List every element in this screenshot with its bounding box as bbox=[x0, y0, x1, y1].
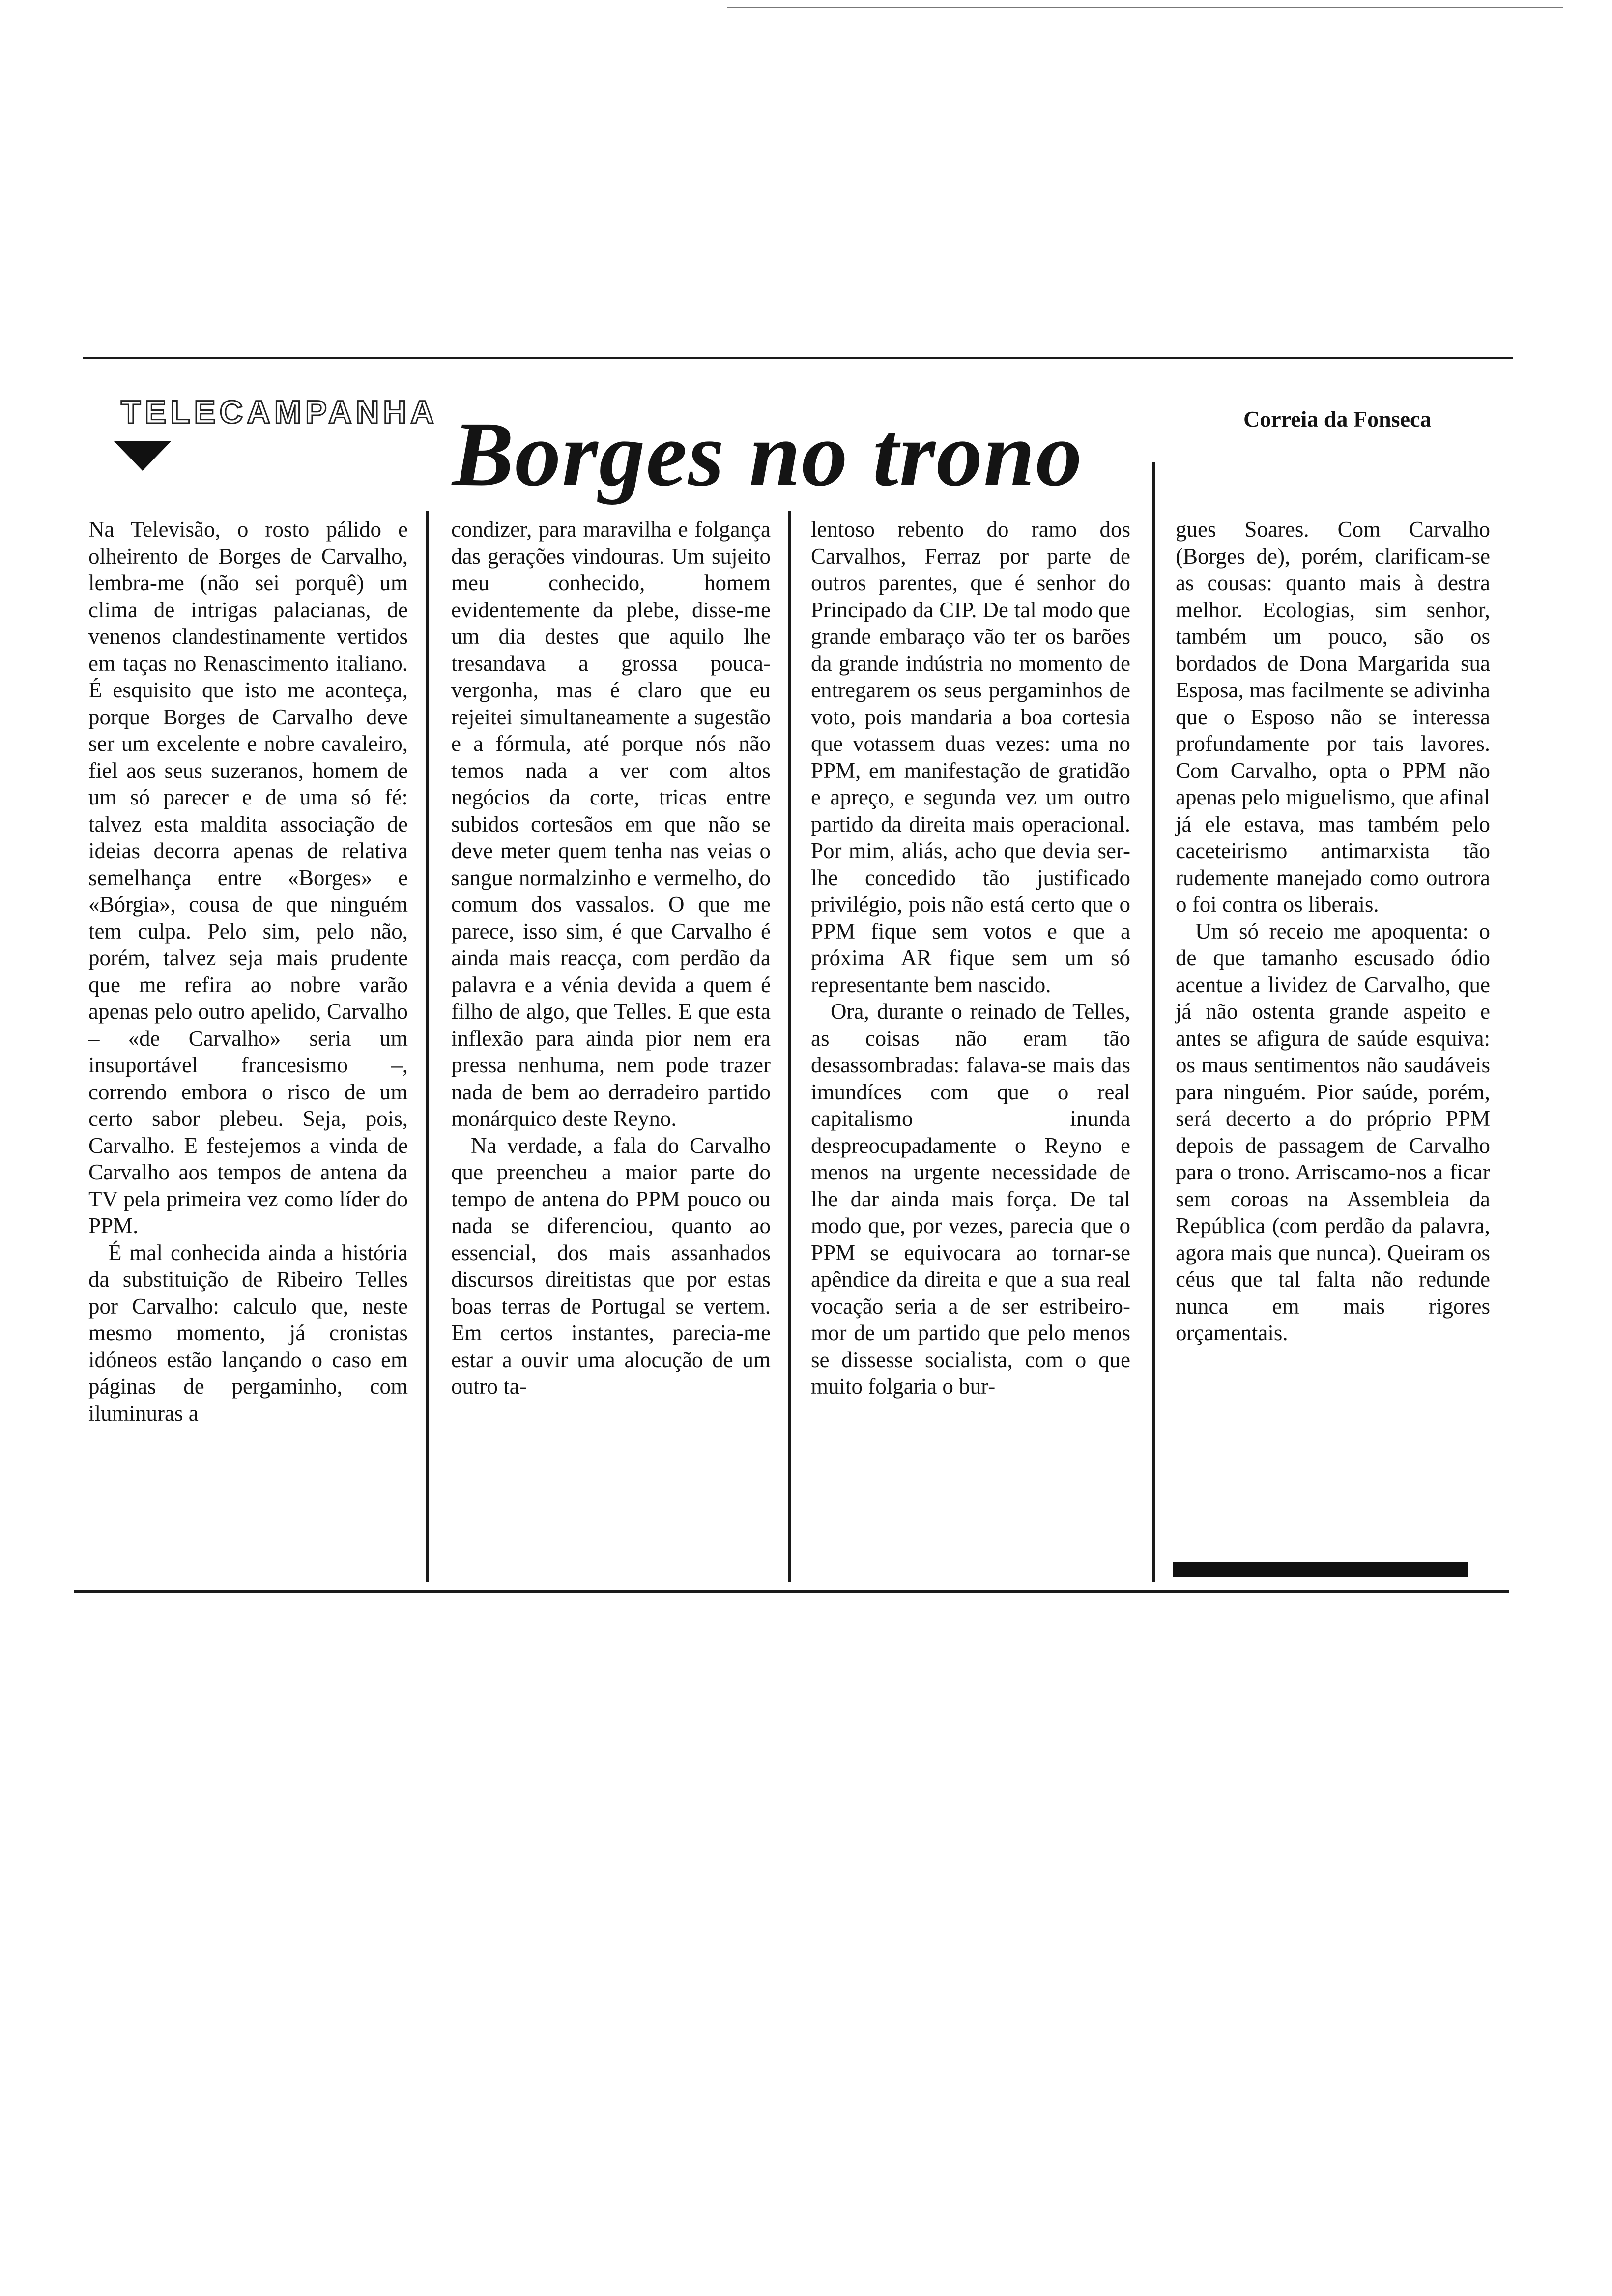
column-divider bbox=[788, 511, 791, 1582]
article-column-3 bbox=[811, 516, 1130, 1400]
bottom-rule bbox=[74, 1590, 1509, 1593]
article-column-1 bbox=[88, 516, 408, 1427]
top-rule bbox=[83, 357, 1513, 359]
paragraph: condizer, para maravilha e folgança das gerações vindouras. Um sujeito meu conhecido, homem evidentemente da plebe, disse-me um dia destes que aquilo lhe tresandava a grossa pouca-vergonha, mas é claro que eu rejeitei simultaneamente a sugestão e a fórmula, até porque nós não temos nada a ver com altos negócios da corte, tricas entre subidos cortesãos em que não se deve meter quem tenha nas veias o sangue normalzinho e vermelho, do comum dos vassalos. O que me parece, isso sim, é que Carvalho é ainda mais reacça, com perdão da palavra e a vénia devida a quem é filho de algo, que Telles. E que esta inflexão para ainda pior nem era pressa nenhuma, nem pode trazer nada de bem ao derradeiro partido monárquico deste Reyno. bbox=[451, 517, 771, 1131]
paragraph: Ora, durante o reinado de Telles, as coisas não eram tão desassombradas: falava-se mais das imundíces com que o real capitalismo inunda despreocupadamente o Reyno e menos na urgente necessidade de lhe dar ainda mais força. De tal modo que, por vezes, parecia que o PPM se equivocara ao tornar-se apêndice da direita e que a sua real vocação seria a de ser estribeiro-mor de um partido que pelo menos se dissesse socialista, com o que muito folgaria o bur- bbox=[811, 999, 1130, 1399]
article-column-4 bbox=[1176, 516, 1490, 1347]
paragraph: gues Soares. Com Carvalho (Borges de), porém, clarificam-se as cousas: quanto mais à destra melhor. Ecologias, sim senhor, também um pouco, são os bordados de Dona Margarida sua Esposa, mas facilmente se adivinha que o Esposo não se interessa profundamente por tais lavores. Com Carvalho, opta o PPM não apenas pelo miguelismo, que afinal já ele estava, mas também pelo caceteirismo antimarxista tão rudemente manejado como outrora o foi contra os liberais. bbox=[1176, 517, 1490, 917]
paragraph: Na Televisão, o rosto pálido e olheirento de Borges de Carvalho, lembra-me (não sei porquê) um clima de intrigas palacianas, de venenos clandestinamente vertidos em taças no Renascimento italiano. É esquisito que isto me aconteça, porque Borges de Carvalho deve ser um excelente e nobre cavaleiro, fiel aos seus suzeranos, homem de um só parecer e de uma só fé: talvez esta maldita associação de ideias decorra apenas de relativa semelhança entre «Borges» e «Bórgia», cousa de que ninguém tem culpa. Pelo sim, pelo não, porém, talvez seja mais prudente que me refira ao nobre varão apenas pelo outro apelido, Carvalho – «de Carvalho» seria um insuportável francesismo –, correndo embora o risco de um certo sabor plebeu. Seja, pois, Carvalho. E festejemos a vinda de Carvalho aos tempos de antena da TV pela primeira vez como líder do PPM. bbox=[88, 517, 408, 1238]
paragraph: É mal conhecida ainda a história da substituição de Ribeiro Telles por Carvalho: calculo que, neste mesmo momento, já cronistas idóneos estão lançando o caso em páginas de pergaminho, com iluminuras a bbox=[88, 1240, 408, 1426]
column-divider bbox=[426, 511, 429, 1582]
paragraph: Na verdade, a fala do Carvalho que preencheu a maior parte do tempo de antena do PPM pouco ou nada se diferenciou, quanto ao essencial, dos mais assanhados discursos direitistas que por estas boas terras de Portugal se vertem. Em certos instantes, parecia-me estar a ouvir uma alocução de um outro ta- bbox=[451, 1133, 771, 1399]
paragraph: Um só receio me apoquenta: o de que tamanho escusado ódio acentue a lividez de Carvalho, que já não ostenta grande aspeito e antes se afigura de saúde esquiva: os maus sentimentos não saudáveis para ninguém. Pior saúde, porém, será decerto a do próprio PPM depois de passagem de Carvalho para o trono. Arriscamo-nos a ficar sem coroas na Assembleia da República (com perdão da palavra, agora mais que nunca). Queiram os céus que tal falta não redunde nunca em mais rigores orçamentais. bbox=[1176, 918, 1490, 1345]
column-divider bbox=[1152, 462, 1155, 1582]
headline: Borges no trono bbox=[452, 402, 1083, 505]
section-label: TELECAMPANHA bbox=[121, 394, 438, 430]
article-column-2 bbox=[451, 516, 771, 1400]
corner-mark bbox=[727, 7, 1563, 8]
author-byline: Correia da Fonseca bbox=[1243, 406, 1432, 431]
paragraph: lentoso rebento do ramo dos Carvalhos, Ferraz por parte de outros parentes, que é senhor do Principado da CIP. De tal modo que grande embaraço vão ter os barões da grande indústria no momento de entregarem os seus pergaminhos de voto, pois mandaria a boa cortesia que votassem duas vezes: uma no PPM, em manifestação de gratidão e apreço, e segunda vez um outro partido da direita mais operacional. Por mim, aliás, acho que devia ser-lhe concedido tão justificado privilégio, pois não está certo que o PPM fique sem votos e que a próxima AR fique sem um só representante bem nascido. bbox=[811, 517, 1130, 997]
section-arrow-icon bbox=[114, 441, 171, 471]
article-end-bar bbox=[1173, 1562, 1468, 1577]
